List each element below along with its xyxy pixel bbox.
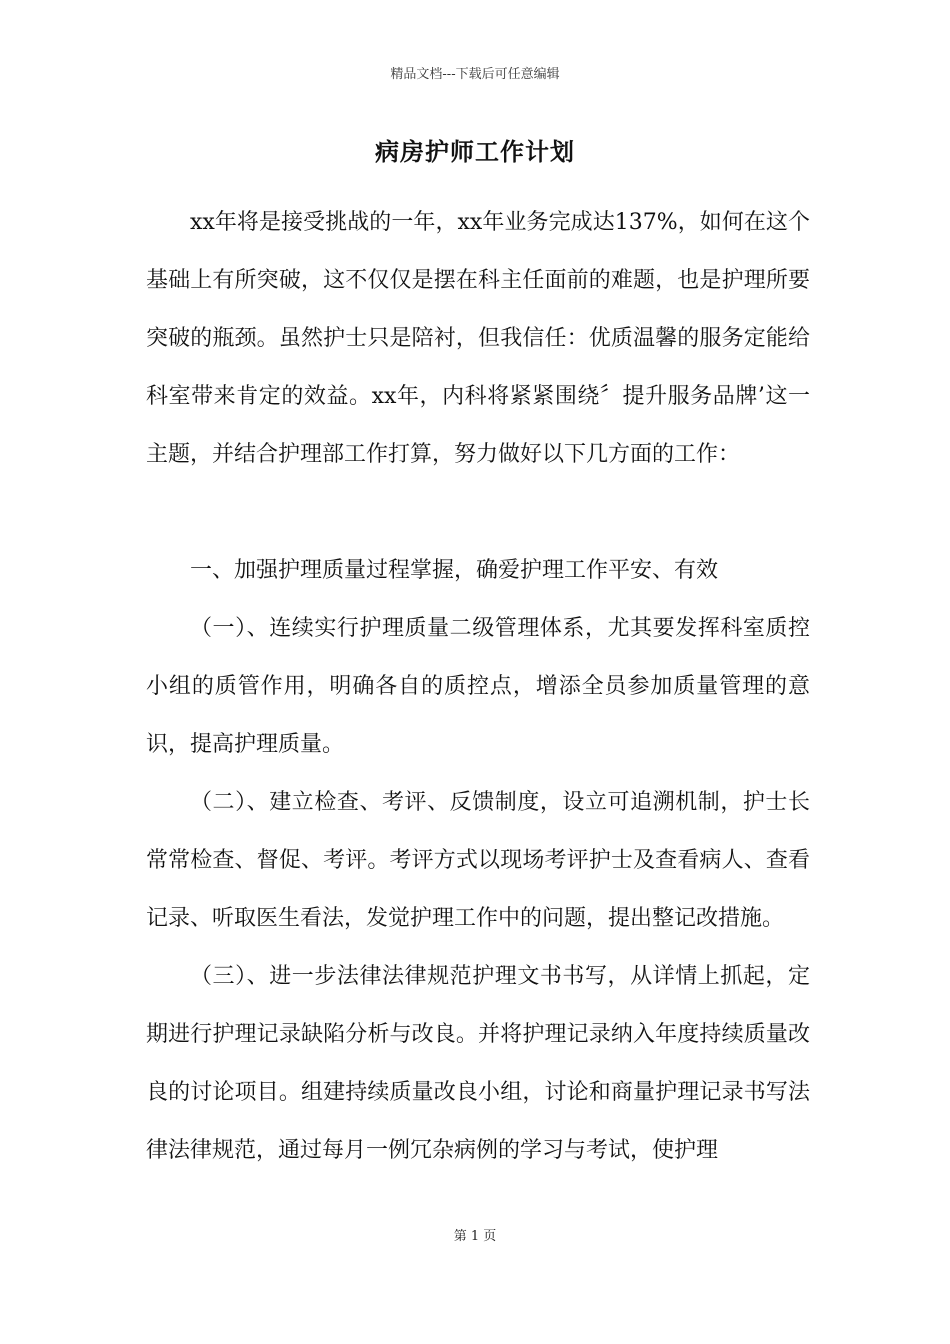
subsection-paragraph-2: （二）、建立检查、考评、反馈制度，设立可追溯机制，护士长常常检查、督促、考评。考评方式以现场考评护士及查看病人、查看记录、听取医生看法，发觉护理工作中的问题，提出整记改措施。 <box>146 790 810 931</box>
intro-paragraph: xx年将是接受挑战的一年，xx年业务完成达137%，如何在这个基础上有所突破，这不仅仅是摆在科主任面前的难题，也是护理所要突破的瓶颈。虽然护士只是陪衬，但我信任：优质温馨的服务定能给科室带来肯定的效益。xx年，内科将紧紧围绕〞提升服务品牌’这一主题，并结合护理部工作打算，努力做好以下几方面的工作： <box>146 210 810 467</box>
document-body <box>146 194 810 1180</box>
page-number: 第 1 页 <box>453 1229 497 1244</box>
section-heading: 一、加强护理质量过程掌握，确爱护理工作平安、有效 <box>190 558 719 583</box>
document-title: 病房护师工作计划 <box>375 137 575 166</box>
page-header: 精品文档---下载后可任意编辑 <box>390 67 560 82</box>
subsection-paragraph-3: （三）、进一步法律法律规范护理文书书写，从详情上抓起，定期进行护理记录缺陷分析与改良。并将护理记录纳入年度持续质量改良的讨论项目。组建持续质量改良小组，讨论和商量护理记录书写法律法律规范，通过每月一例冗杂病例的学习与考试，使护理 <box>146 964 810 1163</box>
subsection-paragraph-1: （一）、连续实行护理质量二级管理体系，尤其要发挥科室质控小组的质管作用，明确各自的质控点，增添全员参加质量管理的意识，提高护理质量。 <box>146 616 810 757</box>
